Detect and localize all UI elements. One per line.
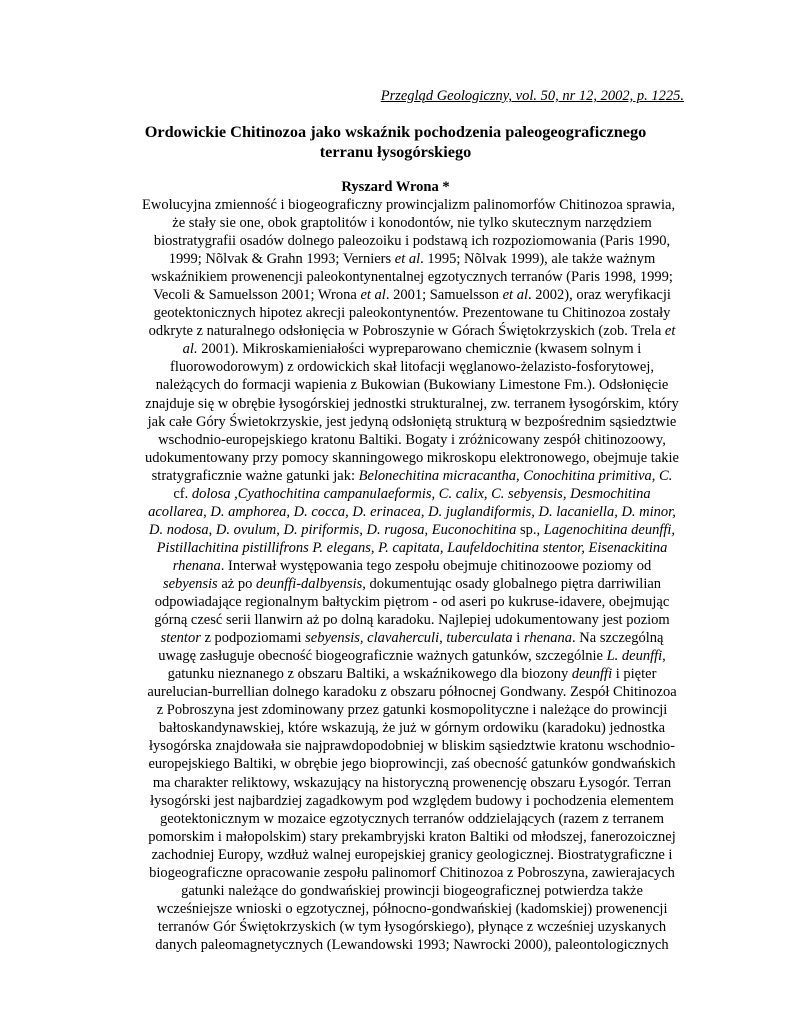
italic-text: stentor — [160, 630, 201, 647]
abstract-line — [142, 575, 682, 593]
abstract-line — [142, 755, 682, 773]
text-run: sp. — [516, 521, 537, 538]
italic-text: al. — [182, 341, 198, 358]
italic-text: Belonechitina micracantha, Conochitina primitiva, C. — [358, 467, 673, 484]
abstract-line — [142, 810, 682, 828]
abstract-line — [142, 232, 682, 250]
abstract-line — [142, 701, 682, 719]
text-run: 2001). Mikroskamieniałości wypreparowano chemicznie (kwasem solnym i — [197, 341, 642, 358]
text-run: z podpoziomami — [200, 630, 306, 647]
italic-text: Pistillachitina pistillifrons P. elegans, P. capitata, Laufeldochitina stentor, Eisenackitina — [156, 539, 668, 556]
italic-text: rhenana — [172, 557, 221, 574]
text-run: . 2002), oraz weryfikacji — [528, 287, 671, 304]
abstract-line — [142, 358, 682, 376]
abstract-line — [142, 593, 682, 611]
paper-title — [100, 122, 691, 162]
abstract-line — [142, 665, 682, 683]
abstract-line — [142, 376, 682, 394]
abstract-line — [142, 647, 682, 665]
abstract-line — [142, 413, 682, 431]
text-run: udokumentowany przy pomocy skanningowego mikroskopu elektronowego, obejmuje takie — [145, 449, 679, 466]
italic-text: L. deunffi, — [606, 648, 666, 665]
italic-text: deunffi — [571, 666, 613, 683]
abstract-line — [142, 503, 682, 521]
paper-title-line: Ordowickie Chitinozoa jako wskaźnik pochodzenia paleogeograficznego — [144, 122, 647, 141]
text-run: . 1995; Nõlvak 1999), ale także ważnym — [420, 251, 656, 268]
abstract-line — [142, 629, 682, 647]
text-run: 1999; Nõlvak & Grahn 1993; Verniers — [168, 251, 395, 268]
text-run: znajduje się w obrębie łysogórskiej jednostki strukturalnej, zw. terranem łysogórskim, który — [145, 395, 679, 412]
abstract-line — [142, 828, 682, 846]
abstract-line — [142, 286, 682, 304]
text-run: aż po — [217, 575, 256, 592]
italic-text: et — [664, 323, 676, 340]
abstract-line — [142, 485, 682, 503]
text-run: uwagę zasługuje obecność biogeograficznie ważnych gatunków, szczególnie — [158, 648, 607, 665]
journal-citation: Przegląd Geologiczny, vol. 50, nr 12, 2002, p. 1225. — [380, 88, 684, 104]
text-run: górną czesć serii llanwirn aż po dolną karadoku. Najlepiej udokumentowany jest poziom — [154, 612, 670, 629]
abstract-body — [142, 196, 682, 954]
italic-text: et al — [502, 287, 528, 304]
italic-text: D. ovulum — [215, 521, 277, 538]
text-run: i pięter — [612, 666, 657, 683]
text-run: danych paleomagnetycznych (Lewandowski 1993; Nawrocki 2000), paleontologicznych — [155, 936, 669, 953]
abstract-line — [142, 557, 682, 575]
italic-text: et al — [394, 251, 421, 268]
abstract-line — [142, 611, 682, 629]
abstract-line — [142, 196, 682, 214]
text-run: biostratygrafii osadów dolnego paleozoiku i podstawą ich rozpoziomowania (Paris 1990, — [153, 233, 671, 250]
text-run: , — [203, 503, 211, 520]
italic-text: sebyensis — [162, 575, 218, 592]
text-run: odkryte z naturalnego odsłonięcia w Pobroszynie w Górach Świętokrzyskich (zob. Trela — [148, 323, 665, 340]
text-run: wskaźnikiem prowenencji paleokontynentalnej egzotycznych terranów (Paris 1998, 1999; — [151, 269, 673, 286]
text-run: łysogórski jest najbardziej zagadkowym pod względem budowy i pochodzenia elementem — [150, 792, 674, 809]
text-run: geotektonicznym w mozaice egzotycznych terranów oddzielających (razem z terranem — [159, 810, 665, 827]
text-run: odpowiadające regionalnym bałtyckim piętrom - od aseri po kukruse-idavere, obejmując — [154, 594, 670, 611]
text-run: łysogórska znajdowała sie najprawdopodobniej w bliskim sąsiedztwie kratonu wschodnio- — [149, 738, 675, 755]
abstract-line — [142, 250, 682, 268]
text-run: , — [276, 521, 284, 538]
italic-text: D. piriformis, D. rugosa, Euconochitina — [283, 521, 517, 538]
text-run: zachodniej Europy, wzdłuż walnej europejskiej granicy geologicznej. Biostratygraficzne i — [151, 846, 673, 863]
text-run: wschodnio-europejskiego kratonu Baltiki. Bogaty i zróżnicowany zespół chitinozoowy, — [158, 431, 666, 448]
author-name: Ryszard Wrona * — [341, 179, 450, 195]
abstract-line — [142, 539, 682, 557]
text-run: należących do formacji wapienia z Bukowian (Bukowiany Limestone Fm.). Odsłonięcie — [155, 377, 669, 394]
text-run: bałtoskandynawskiej, które wskazują, że już w górnym ordowiku (karadoku) jednostka — [158, 720, 666, 737]
italic-text: rhenana — [523, 630, 573, 647]
text-run: biogeograficzne opracowanie zespołu palinomorf Chitinozoa z Pobroszyna, zawierajacych — [149, 864, 675, 881]
italic-text: sebyensis, clavaherculi, tuberculata — [305, 630, 513, 647]
abstract-line — [142, 449, 682, 467]
text-run: europejskiego Baltiki, w obrębie jego bioprowincji, zaś obecność gatunków gondwańskich — [148, 756, 676, 773]
italic-text: acollarea — [148, 503, 204, 520]
text-run: Vecoli & Samuelsson 2001; Wrona — [153, 287, 361, 304]
text-run: terranów Gór Świętokrzyskich (w tym łysogórskiego), płynące z wcześniej uzyskanych — [157, 918, 667, 935]
text-run: cf. — [173, 485, 192, 502]
abstract-line — [142, 882, 682, 900]
text-run: jak całe Góry Świetokrzyskie, jest jedyną odsłoniętą strukturą w bezpośrednim sąsiedztwie — [147, 413, 677, 430]
abstract-line — [142, 864, 682, 882]
italic-text: D. amphorea, D. cocca, D. erinacea, D. juglandiformis, D. lacaniella, D. minor, — [210, 503, 676, 520]
text-run: ma charakter reliktowy, wskazujący na historyczną prowenencję obszaru Łysogór. Terran — [152, 774, 672, 791]
text-run: dokumentując osady globalnego piętra darriwilian — [365, 575, 662, 592]
paper-title-line: terranu łysogórskiego — [319, 142, 472, 161]
italic-text: D. nodosa — [148, 521, 209, 538]
abstract-line — [142, 395, 682, 413]
abstract-line — [142, 340, 682, 358]
text-run: gatunku nieznanego z obszaru Baltiki, a wskaźnikowego dla biozony — [167, 666, 572, 683]
abstract-line — [142, 918, 682, 936]
text-run: i — [512, 630, 524, 647]
abstract-line — [142, 467, 682, 485]
abstract-line — [142, 936, 682, 954]
text-run: wcześniejsze wnioski o egzotycznej, północno-gondwańskiej (kadomskiej) prowenencji — [156, 900, 668, 917]
text-run: . Na szczególną — [572, 630, 664, 647]
italic-text: deunffi-dalbyensis, — [255, 575, 366, 592]
text-run: geotektonicznych hipotez akrecji paleokontynentów. Prezentowane tu Chitinozoa zostały — [153, 305, 671, 322]
abstract-line — [142, 304, 682, 322]
text-run: . 2001; Samuelsson — [385, 287, 503, 304]
abstract-line — [142, 737, 682, 755]
text-run: aurelucian-burrellian dolnego karadoku z obszaru północnej Gondwany. Zespół Chitinozoa — [147, 684, 677, 701]
text-run: fluorowodorowym) z ordowickich skał litofacji węglanowo-żelazisto-fosforytowej, — [170, 359, 654, 376]
text-run: gatunki należące do gondwańskiej prowincji biogeograficznej potwierdza także — [181, 882, 643, 899]
abstract-line — [142, 322, 682, 340]
abstract-line — [142, 214, 682, 232]
abstract-line — [142, 268, 682, 286]
italic-text: dolosa ,Cyathochitina campanulaeformis, C. calix, C. sebyensis, Desmochitina — [191, 485, 651, 502]
abstract-line — [142, 521, 682, 539]
abstract-line — [142, 900, 682, 918]
text-run: że stały sie one, obok graptolitów i konodontów, nie tylko skutecznym narzędziem — [172, 215, 652, 232]
text-run: Ewolucyjna zmienność i biogeograficzny prowincjalizm palinomorfów Chitinozoa sprawia, — [142, 197, 676, 213]
text-run: pomorskim i małopolskim) stary prekambryjski kraton Baltiki od młodszej, fanerozoicznej — [148, 828, 676, 845]
abstract-line — [142, 792, 682, 810]
text-run: z Pobroszyna jest zdominowany przez gatunki kosmopolityczne i należące do prowincji — [156, 702, 668, 719]
text-run: . Interwał występowania tego zespołu obejmuje chitinozoowe poziomy od — [220, 557, 652, 574]
italic-text: , Lagenochitina deunffi, — [536, 521, 676, 538]
abstract-line — [142, 719, 682, 737]
italic-text: et al — [360, 287, 386, 304]
abstract-line — [142, 431, 682, 449]
abstract-line — [142, 774, 682, 792]
abstract-line — [142, 683, 682, 701]
abstract-line — [142, 846, 682, 864]
text-run: , — [208, 521, 216, 538]
text-run: stratygraficznie ważne gatunki jak: — [151, 467, 359, 484]
